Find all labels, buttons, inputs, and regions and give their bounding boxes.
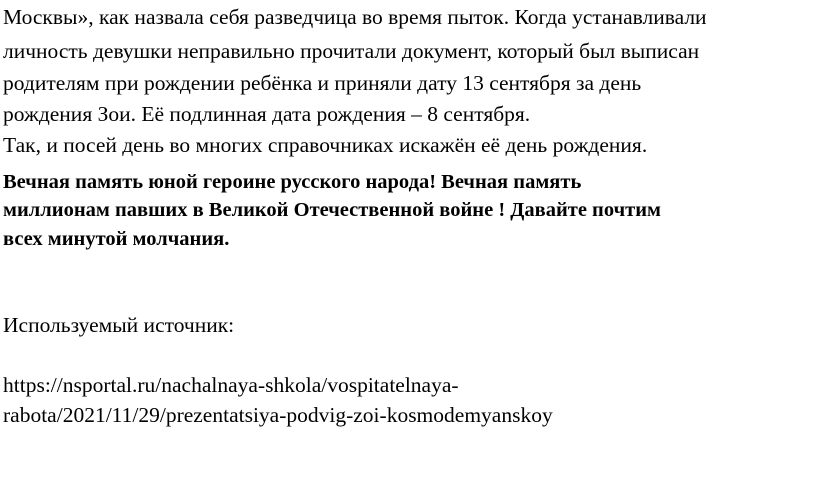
source-url-line: rabota/2021/11/29/prezentatsiya-podvig-zoi-kosmodemyanskoy	[3, 403, 553, 427]
source-label: Используемый источник:	[3, 313, 235, 337]
memorial-line: миллионам павших в Великой Отечественной войне ! Давайте почтим	[3, 199, 661, 221]
text-line: Так, и посей день во многих справочниках искажён её день рождения.	[3, 133, 648, 157]
text-line: рождения Зои. Её подлинная дата рождения – 8 сентября.	[3, 102, 531, 126]
memorial-line: Вечная память юной героине русского народа! Вечная память	[3, 171, 582, 193]
source-url-line: https://nsportal.ru/nachalnaya-shkola/vospitatelnaya-	[3, 373, 459, 397]
text-line: личность девушки неправильно прочитали документ, который был выписан	[3, 39, 700, 63]
text-line: родителям при рождении ребёнка и приняли дату 13 сентября за день	[3, 71, 642, 95]
memorial-line: всех минутой молчания.	[3, 228, 230, 250]
text-line: Москвы», как назвала себя разведчица во время пыток. Когда устанавливали	[3, 5, 707, 29]
